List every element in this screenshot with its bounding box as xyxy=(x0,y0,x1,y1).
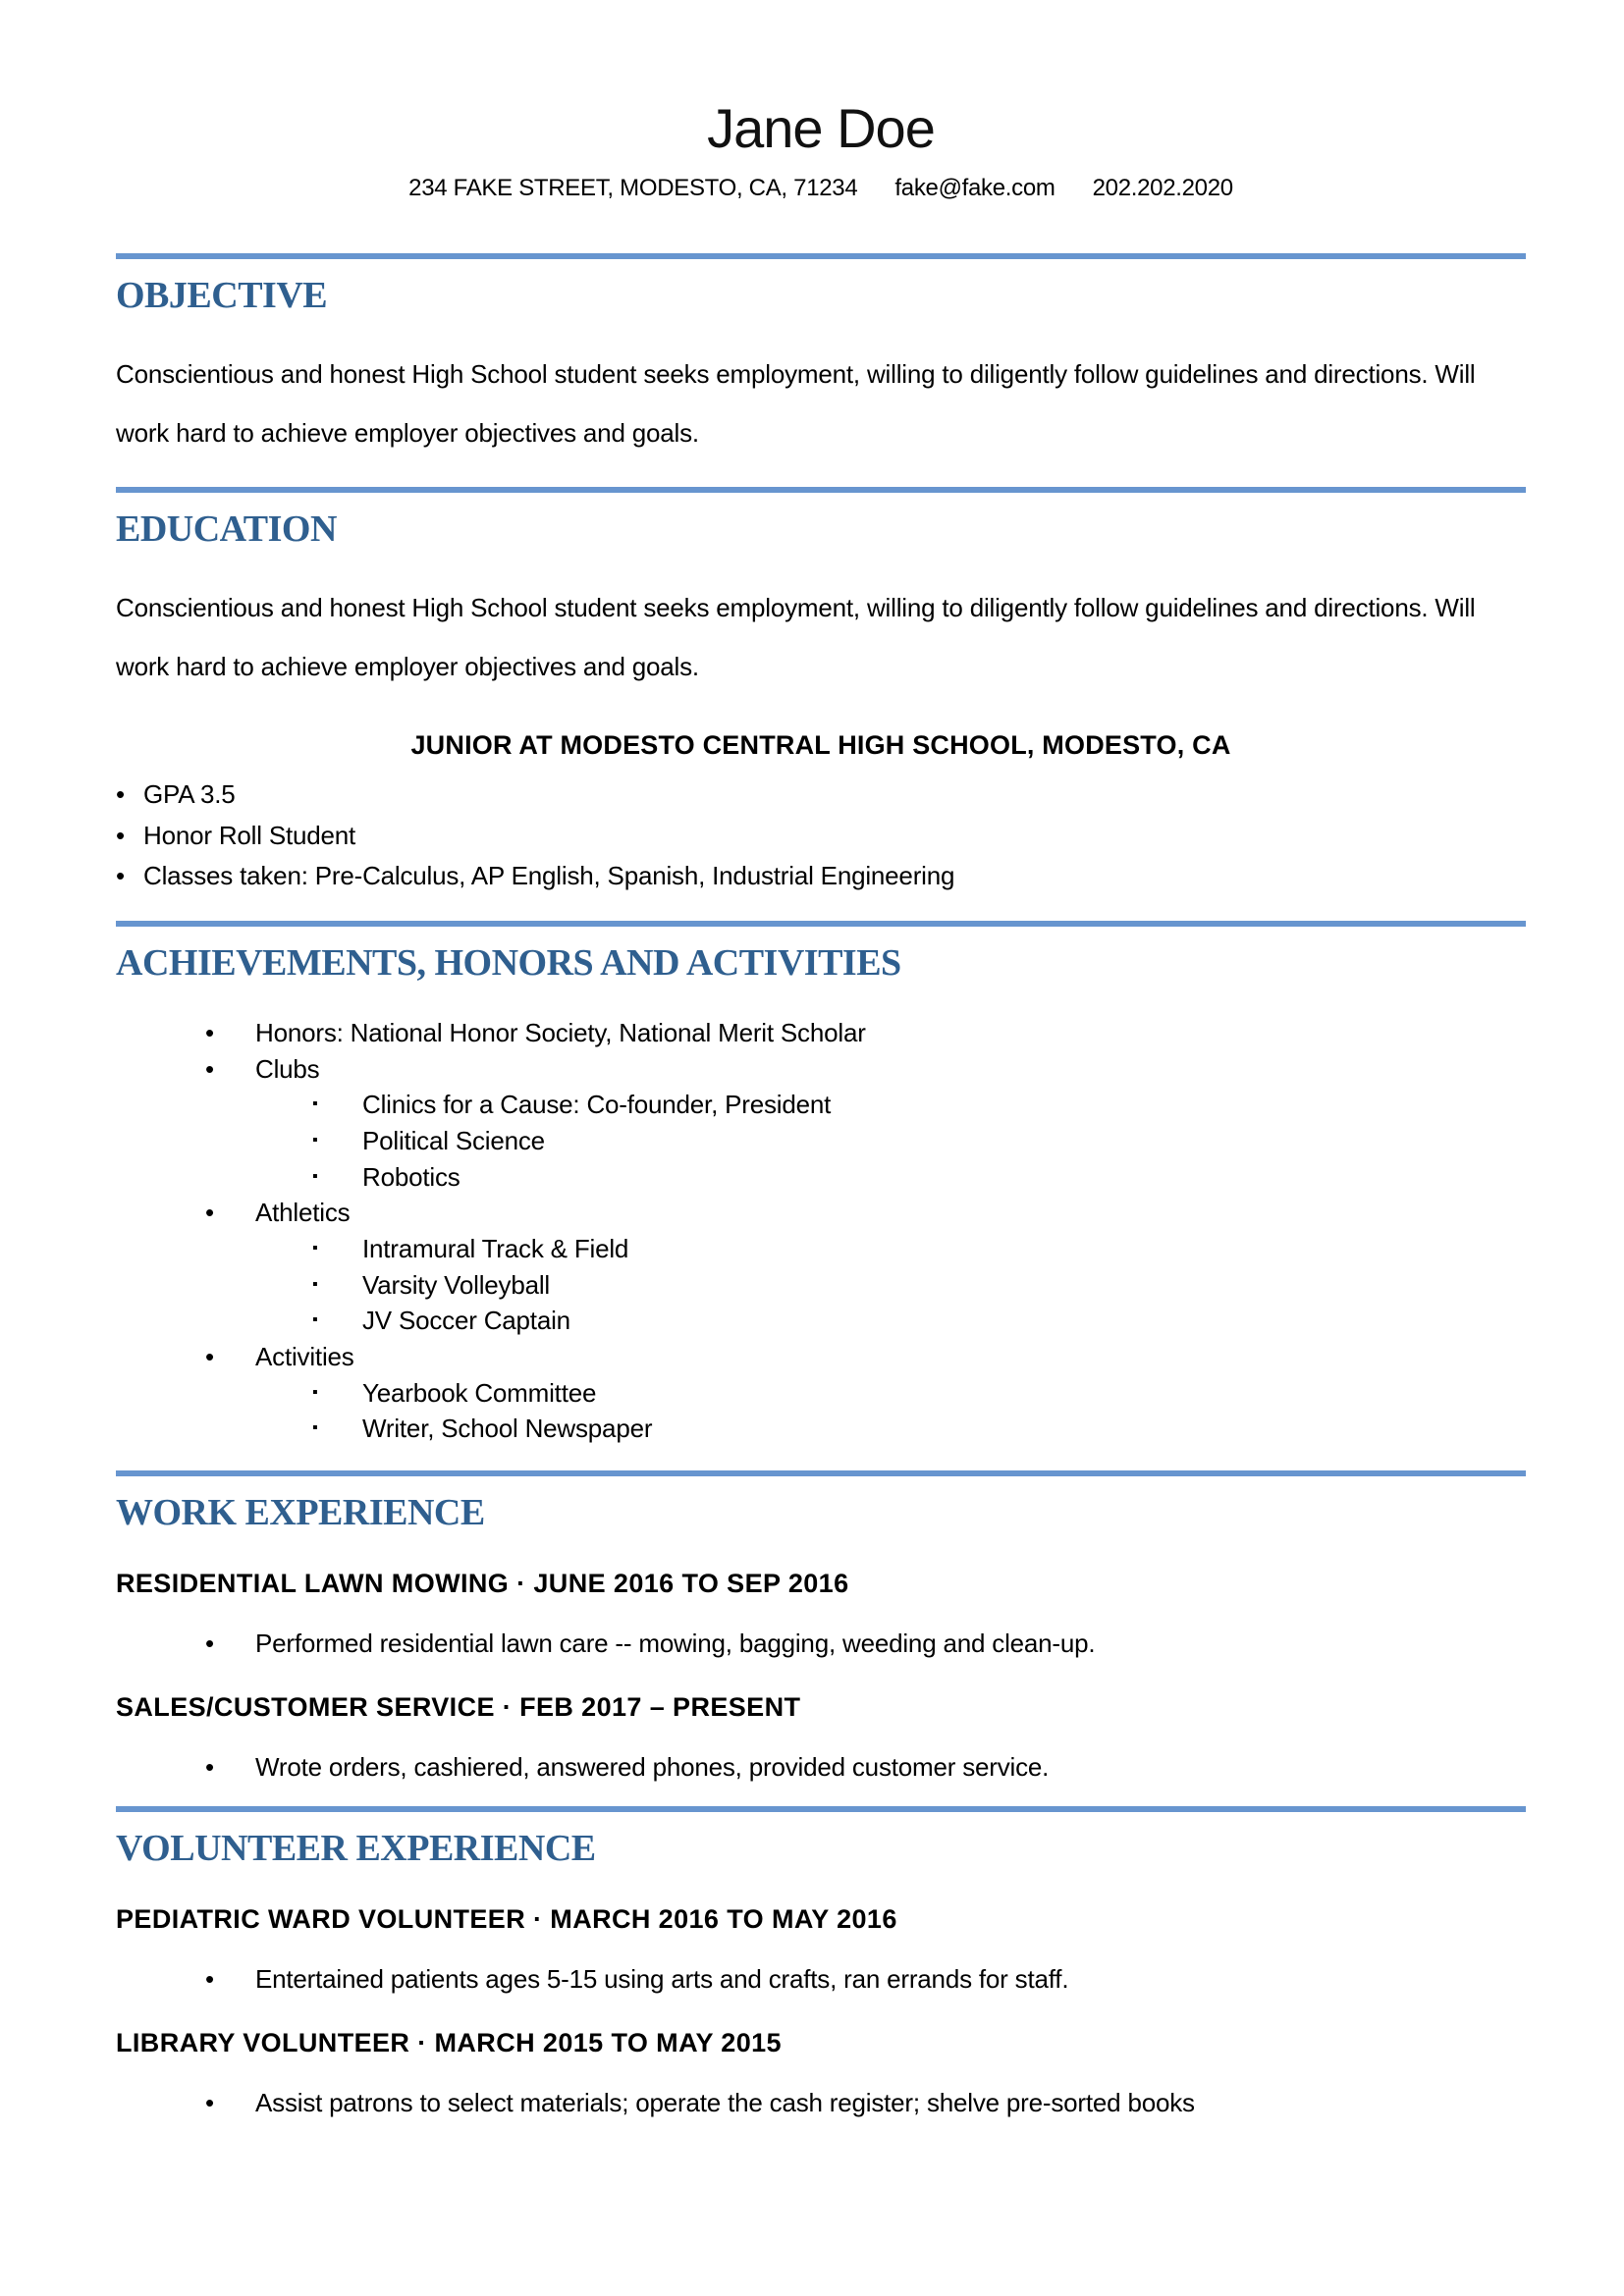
section-work-experience xyxy=(116,1470,1526,1783)
section-title-volunteer: VOLUNTEER EXPERIENCE xyxy=(116,1827,596,1869)
section-education xyxy=(116,487,1526,897)
achievement-text: Political Science xyxy=(362,1126,545,1156)
bullet-icon: • xyxy=(116,861,125,891)
volunteer-jobs-list xyxy=(116,1904,1526,2117)
achievement-item xyxy=(116,1195,1526,1231)
job-entry xyxy=(116,1904,1526,1995)
education-bullet xyxy=(116,856,1526,897)
achievement-item xyxy=(116,1087,1526,1123)
achievement-item xyxy=(116,1051,1526,1088)
education-bullet-text: Honor Roll Student xyxy=(143,820,356,850)
section-title-achievements: ACHIEVEMENTS, HONORS AND ACTIVITIES xyxy=(116,941,901,984)
education-bullet xyxy=(116,774,1526,816)
bullet-icon: • xyxy=(205,1342,214,1372)
bullet-icon: ▪ xyxy=(312,1311,318,1329)
bullet-icon: ▪ xyxy=(312,1383,318,1401)
bullet-icon: • xyxy=(205,1198,214,1228)
bullet-icon: ▪ xyxy=(312,1132,318,1149)
bullet-icon: ▪ xyxy=(312,1095,318,1113)
section-title-education: EDUCATION xyxy=(116,507,337,550)
achievement-text: Activities xyxy=(255,1342,354,1372)
education-bullet-text: GPA 3.5 xyxy=(143,778,236,809)
job-bullet-text: Performed residential lawn care -- mowing, bagging, weeding and clean-up. xyxy=(255,1629,1096,1659)
work-jobs-list xyxy=(116,1569,1526,1782)
section-divider xyxy=(116,1806,1526,1812)
bullet-icon: ▪ xyxy=(312,1275,318,1293)
job-heading: SALES/CUSTOMER SERVICE · FEB 2017 – PRESENT xyxy=(116,1692,801,1723)
job-entry xyxy=(116,1692,1526,1783)
job-heading: PEDIATRIC WARD VOLUNTEER · MARCH 2016 TO MAY 2016 xyxy=(116,1904,897,1935)
achievement-item xyxy=(116,1231,1526,1267)
bullet-icon: • xyxy=(205,2087,214,2117)
bullet-icon: ▪ xyxy=(312,1240,318,1257)
section-objective xyxy=(116,253,1526,463)
job-bullet xyxy=(116,1629,1526,1659)
bullet-icon: • xyxy=(205,1629,214,1659)
bullet-icon: ▪ xyxy=(312,1167,318,1185)
section-divider xyxy=(116,487,1526,493)
bullet-icon: • xyxy=(116,820,125,850)
achievement-item xyxy=(116,1015,1526,1051)
contact-address: 234 FAKE STREET, MODESTO, CA, 71234 xyxy=(408,175,858,201)
education-school-line: JUNIOR AT MODESTO CENTRAL HIGH SCHOOL, MODESTO, CA xyxy=(410,729,1231,760)
achievement-item xyxy=(116,1123,1526,1159)
objective-text: Conscientious and honest High School student seeks employment, willing to diligently follow guidelines and directions. Will work hard to achieve employer objectives and goals. xyxy=(116,359,1476,449)
job-heading: LIBRARY VOLUNTEER · MARCH 2015 TO MAY 2015 xyxy=(116,2027,782,2057)
achievement-item xyxy=(116,1375,1526,1412)
job-bullet-text: Entertained patients ages 5-15 using arts and crafts, ran errands for staff. xyxy=(255,1964,1069,1995)
section-divider xyxy=(116,1470,1526,1476)
bullet-icon: ▪ xyxy=(312,1419,318,1437)
achievement-item xyxy=(116,1303,1526,1339)
achievement-text: Robotics xyxy=(362,1161,460,1192)
achievement-text: Yearbook Committee xyxy=(362,1377,597,1408)
job-bullet-text: Wrote orders, cashiered, answered phones, provided customer service. xyxy=(255,1752,1050,1783)
section-divider xyxy=(116,253,1526,259)
bullet-icon: • xyxy=(205,1752,214,1783)
job-bullet xyxy=(116,1752,1526,1783)
achievement-text: Varsity Volleyball xyxy=(362,1269,551,1300)
contact-line xyxy=(116,175,1526,202)
section-divider xyxy=(116,921,1526,927)
job-heading: RESIDENTIAL LAWN MOWING · JUNE 2016 TO SEP 2016 xyxy=(116,1569,849,1599)
contact-email: fake@fake.com xyxy=(894,175,1056,201)
achievement-text: Intramural Track & Field xyxy=(362,1234,629,1264)
bullet-icon: • xyxy=(116,778,125,809)
candidate-name: Jane Doe xyxy=(707,97,935,159)
job-bullet xyxy=(116,2088,1526,2118)
section-achievements xyxy=(116,921,1526,1447)
achievement-item xyxy=(116,1159,1526,1196)
job-entry xyxy=(116,1569,1526,1659)
resume-header xyxy=(116,94,1526,202)
section-volunteer-experience xyxy=(116,1806,1526,2118)
achievement-text: Honors: National Honor Society, National Merit Scholar xyxy=(255,1018,866,1048)
education-bullet-text: Classes taken: Pre-Calculus, AP English, Spanish, Industrial Engineering xyxy=(143,861,955,891)
job-bullet-text: Assist patrons to select materials; operate the cash register; shelve pre-sorted books xyxy=(255,2087,1195,2117)
education-text: Conscientious and honest High School student seeks employment, willing to diligently follow guidelines and directions. Will work hard to achieve employer objectives and goals. xyxy=(116,593,1476,682)
bullet-icon: • xyxy=(205,1964,214,1995)
achievement-item xyxy=(116,1411,1526,1447)
achievement-text: Clinics for a Cause: Co-founder, President xyxy=(362,1090,832,1120)
section-title-objective: OBJECTIVE xyxy=(116,275,328,316)
achievement-text: Athletics xyxy=(255,1198,351,1228)
education-bullet xyxy=(116,816,1526,857)
bullet-icon: • xyxy=(205,1053,214,1084)
achievement-text: JV Soccer Captain xyxy=(362,1306,570,1336)
job-bullet xyxy=(116,1964,1526,1995)
achievement-text: Clubs xyxy=(255,1053,320,1084)
achievement-text: Writer, School Newspaper xyxy=(362,1414,653,1444)
bullet-icon: • xyxy=(205,1018,214,1048)
achievement-item xyxy=(116,1267,1526,1304)
job-entry xyxy=(116,2028,1526,2118)
education-bullet-list xyxy=(116,774,1526,897)
achievement-item xyxy=(116,1339,1526,1375)
section-title-work: WORK EXPERIENCE xyxy=(116,1492,485,1534)
contact-phone: 202.202.2020 xyxy=(1092,175,1233,201)
achievements-list xyxy=(116,1015,1526,1447)
